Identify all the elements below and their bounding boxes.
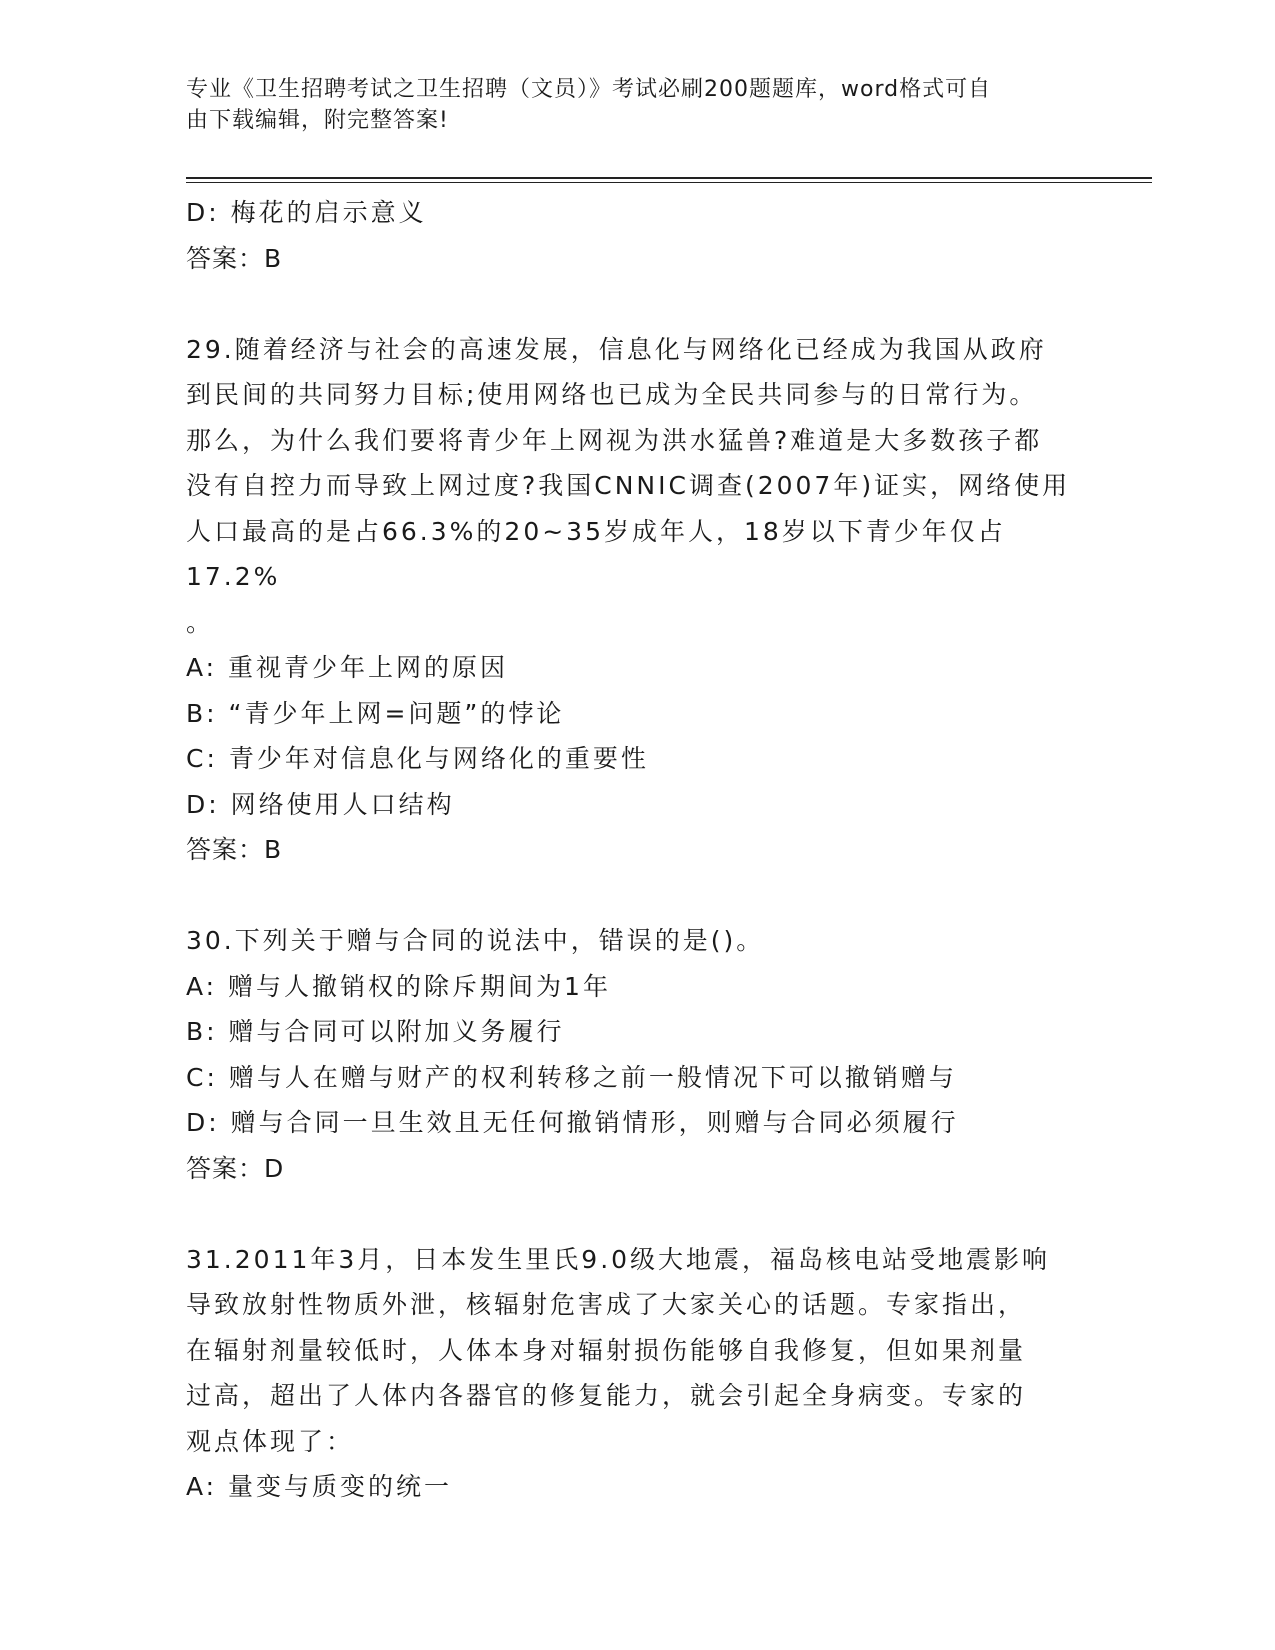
q30-option-d: D: 赠与合同一旦生效且无任何撤销情形，则赠与合同必须履行 (186, 1108, 959, 1137)
q29-stem-line: 29.随着经济与社会的高速发展，信息化与网络化已经成为我国从政府 (186, 334, 1047, 364)
q31-stem-line: 31.2011年3月，日本发生里氏9.0级大地震，福岛核电站受地震影响 (186, 1244, 1051, 1274)
question-31 (186, 1237, 1086, 1510)
q30-option-a: A: 赠与人撤销权的除斥期间为1年 (186, 971, 611, 1001)
q30-option-b: B: 赠与合同可以附加义务履行 (186, 1017, 565, 1046)
header-divider-top (186, 177, 1152, 179)
q29-option-a: A: 重视青少年上网的原因 (186, 653, 509, 682)
document-header (186, 74, 1086, 136)
q29-stem-line: 。 (186, 607, 215, 637)
question-29 (186, 327, 1086, 873)
q29-option-d: D: 网络使用人口结构 (186, 789, 455, 819)
spacer (186, 281, 1086, 327)
prev-answer: 答案：B (186, 243, 283, 273)
header-divider-bottom (186, 182, 1152, 183)
q29-stem-line: 那么，为什么我们要将青少年上网视为洪水猛兽?难道是大多数孩子都 (186, 425, 1043, 455)
q31-stem-line: 导致放射性物质外泄，核辐射危害成了大家关心的话题。专家指出， (186, 1290, 1027, 1319)
q31-stem-line: 过高，超出了人体内各器官的修复能力，就会引起全身病变。专家的 (186, 1381, 1027, 1410)
q30-stem-line: 30.下列关于赠与合同的说法中，错误的是()。 (186, 926, 765, 955)
prev-option-d: D: 梅花的启示意义 (186, 198, 427, 227)
spacer (186, 873, 1086, 919)
q31-stem-line: 在辐射剂量较低时，人体本身对辐射损伤能够自我修复，但如果剂量 (186, 1335, 1027, 1365)
q29-answer: 答案：B (186, 835, 283, 864)
q29-option-c: C: 青少年对信息化与网络化的重要性 (186, 744, 649, 773)
q29-stem-line: 人口最高的是占66.3%的20~35岁成年人，18岁以下青少年仅占17.2% (186, 516, 1006, 591)
q31-option-a: A: 量变与质变的统一 (186, 1472, 453, 1501)
question-30 (186, 918, 1086, 1191)
q31-stem-line: 观点体现了： (186, 1426, 355, 1456)
spacer (186, 1191, 1086, 1237)
q29-option-b: B: “青少年上网=问题”的悖论 (186, 698, 565, 728)
q29-stem-line: 到民间的共同努力目标;使用网络也已成为全民共同参与的日常行为。 (186, 380, 1038, 409)
header-line-2: 由下载编辑，附完整答案! (186, 108, 449, 133)
question-content (186, 190, 1086, 1510)
q30-answer: 答案：D (186, 1153, 285, 1183)
header-line-1: 专业《卫生招聘考试之卫生招聘（文员）》考试必刷200题题库，word格式可自 (186, 77, 992, 102)
q30-option-c: C: 赠与人在赠与财产的权利转移之前一般情况下可以撤销赠与 (186, 1062, 957, 1092)
q29-stem-line: 没有自控力而导致上网过度?我国CNNIC调查(2007年)证实，网络使用 (186, 471, 1071, 500)
